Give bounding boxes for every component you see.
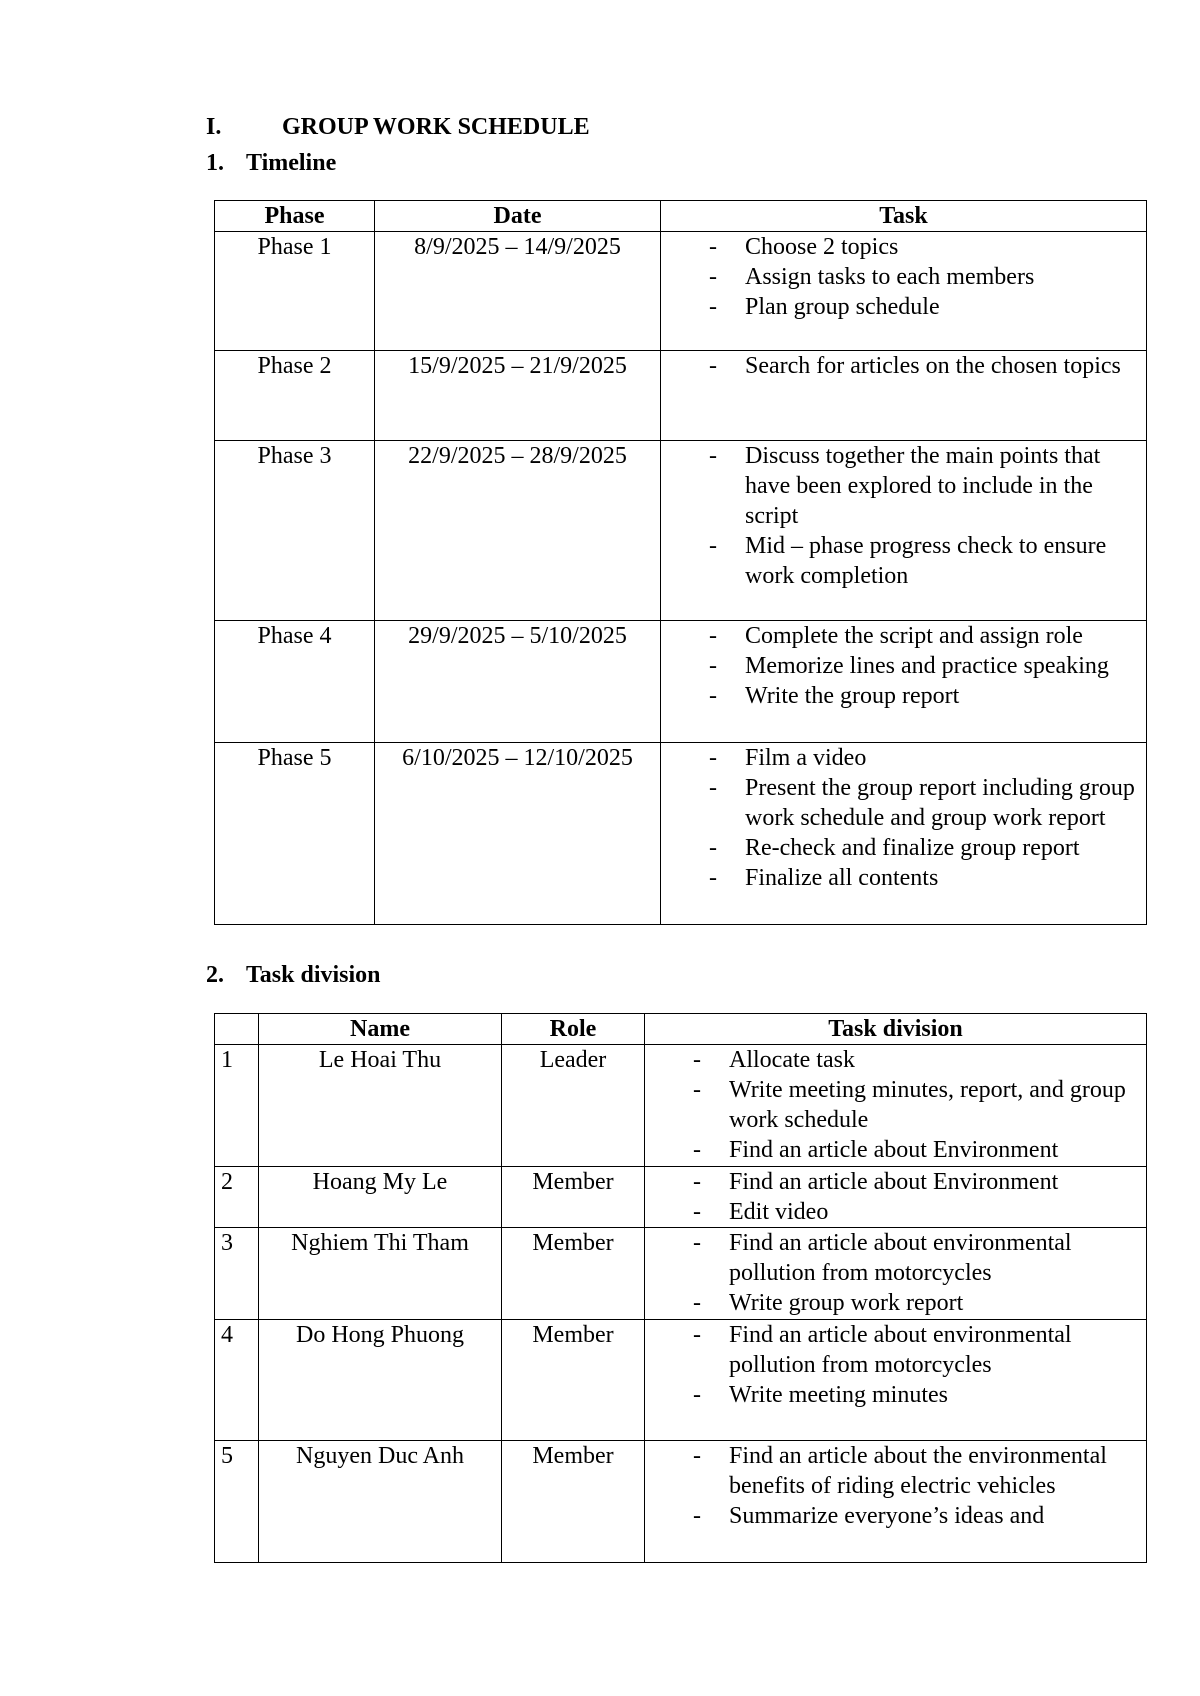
header-number [215, 1014, 259, 1045]
division-number: 2. [206, 962, 224, 988]
task-item: - Plan group schedule [661, 292, 1146, 322]
phase-cell: Phase 1 [215, 232, 375, 351]
task-item: - Write meeting minutes [645, 1380, 1146, 1410]
table-row [215, 1228, 1147, 1320]
timeline-table [214, 200, 1147, 925]
header-name: Name [259, 1014, 502, 1045]
table-row [215, 621, 1147, 743]
phase-cell: Phase 5 [215, 743, 375, 925]
task-item: - Memorize lines and practice speaking [661, 651, 1146, 681]
timeline-title: Timeline [246, 150, 337, 176]
task-cell [661, 621, 1147, 743]
task-cell [661, 441, 1147, 621]
task-cell [645, 1167, 1147, 1228]
member-name: Nghiem Thi Tham [259, 1228, 502, 1320]
phase-cell: Phase 4 [215, 621, 375, 743]
date-cell: 22/9/2025 – 28/9/2025 [375, 441, 661, 621]
task-item: - Find an article about Environment [645, 1167, 1146, 1197]
phase-cell: Phase 3 [215, 441, 375, 621]
member-role: Leader [502, 1045, 645, 1167]
task-item: - Write meeting minutes, report, and group work schedule [645, 1075, 1146, 1135]
row-number: 3 [215, 1228, 259, 1320]
task-item: - Find an article about environmental pollution from motorcycles [645, 1320, 1146, 1380]
task-item: - Complete the script and assign role [661, 621, 1146, 651]
header-task-division: Task division [645, 1014, 1147, 1045]
section-title: GROUP WORK SCHEDULE [282, 114, 590, 140]
task-item: - Allocate task [645, 1045, 1146, 1075]
table-row [215, 351, 1147, 441]
task-cell [645, 1045, 1147, 1167]
header-role: Role [502, 1014, 645, 1045]
task-item: - Find an article about the environmental benefits of riding electric vehicles [645, 1441, 1146, 1501]
timeline-number: 1. [206, 150, 224, 176]
table-row [215, 1045, 1147, 1167]
table-row [215, 232, 1147, 351]
row-number: 4 [215, 1320, 259, 1441]
table-row [215, 1320, 1147, 1441]
header-date: Date [375, 201, 661, 232]
table-row [215, 441, 1147, 621]
date-cell: 29/9/2025 – 5/10/2025 [375, 621, 661, 743]
task-item: - Re-check and finalize group report [661, 833, 1146, 863]
task-item: - Write group work report [645, 1288, 1146, 1318]
table-row [215, 1167, 1147, 1228]
member-role: Member [502, 1228, 645, 1320]
member-name: Do Hong Phuong [259, 1320, 502, 1441]
phase-cell: Phase 2 [215, 351, 375, 441]
task-item: - Search for articles on the chosen topics [661, 351, 1146, 381]
task-item: - Discuss together the main points that have been explored to include in the script [661, 441, 1146, 531]
member-name: Hoang My Le [259, 1167, 502, 1228]
task-cell [661, 232, 1147, 351]
division-heading [206, 962, 381, 989]
task-item: - Edit video [645, 1197, 1146, 1227]
task-item: - Write the group report [661, 681, 1146, 711]
task-cell [661, 351, 1147, 441]
task-cell [645, 1320, 1147, 1441]
task-division-table [214, 1013, 1147, 1563]
member-role: Member [502, 1441, 645, 1563]
task-item: - Mid – phase progress check to ensure work completion [661, 531, 1146, 591]
task-item: - Summarize everyone’s ideas and [645, 1501, 1146, 1531]
task-item: - Find an article about Environment [645, 1135, 1146, 1165]
task-cell [661, 743, 1147, 925]
row-number: 2 [215, 1167, 259, 1228]
task-item: - Find an article about environmental pollution from motorcycles [645, 1228, 1146, 1288]
task-item: - Film a video [661, 743, 1146, 773]
header-task: Task [661, 201, 1147, 232]
member-name: Le Hoai Thu [259, 1045, 502, 1167]
task-item: - Finalize all contents [661, 863, 1146, 893]
table-row [215, 743, 1147, 925]
row-number: 1 [215, 1045, 259, 1167]
task-cell [645, 1441, 1147, 1563]
section-number: I. [206, 114, 222, 140]
timeline-heading [206, 150, 336, 177]
task-item: - Choose 2 topics [661, 232, 1146, 262]
member-role: Member [502, 1320, 645, 1441]
date-cell: 15/9/2025 – 21/9/2025 [375, 351, 661, 441]
member-name: Nguyen Duc Anh [259, 1441, 502, 1563]
table-row [215, 1441, 1147, 1563]
division-header-row [215, 1014, 1147, 1045]
timeline-header-row [215, 201, 1147, 232]
task-item: - Present the group report including group work schedule and group work report [661, 773, 1146, 833]
member-role: Member [502, 1167, 645, 1228]
row-number: 5 [215, 1441, 259, 1563]
section-heading [206, 114, 590, 141]
date-cell: 6/10/2025 – 12/10/2025 [375, 743, 661, 925]
date-cell: 8/9/2025 – 14/9/2025 [375, 232, 661, 351]
division-title: Task division [246, 962, 381, 988]
task-item: - Assign tasks to each members [661, 262, 1146, 292]
task-cell [645, 1228, 1147, 1320]
header-phase: Phase [215, 201, 375, 232]
